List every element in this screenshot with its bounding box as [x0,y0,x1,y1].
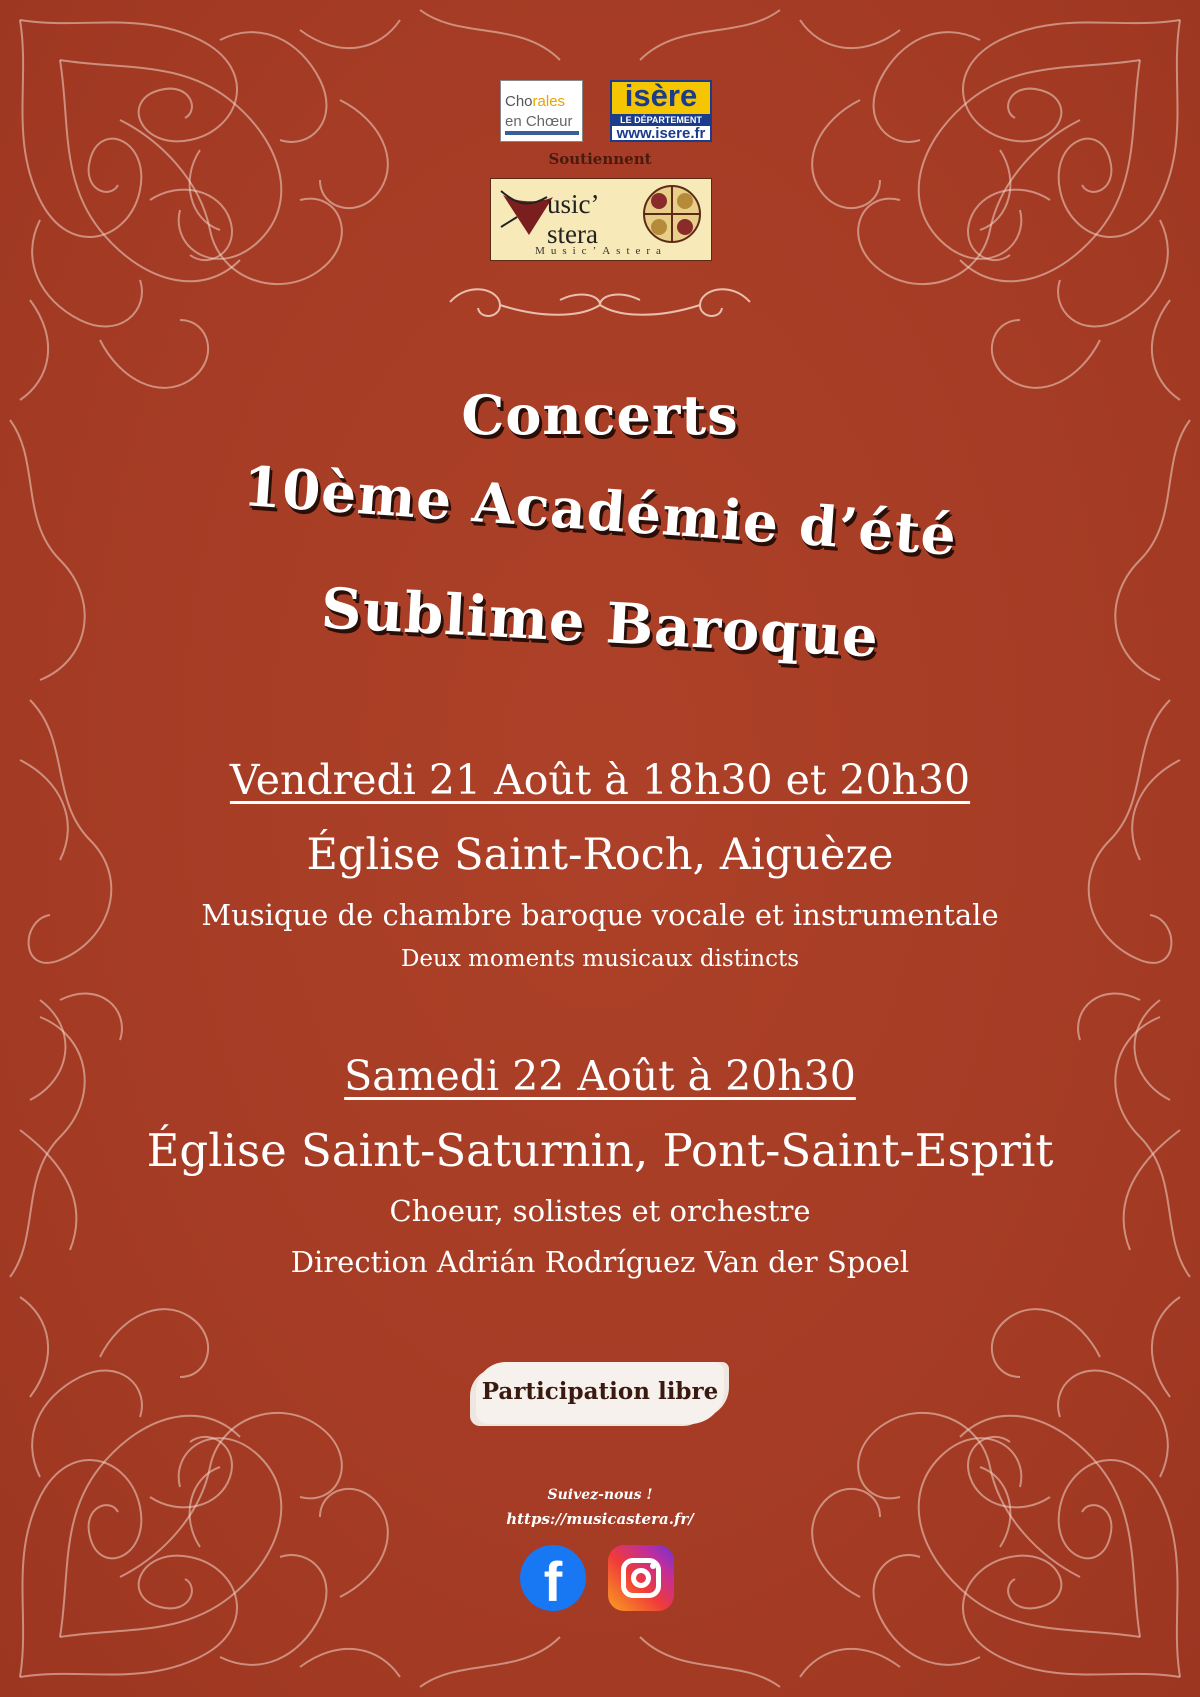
event-2-direction: Direction Adrián Rodríguez Van der Spoel [290,1245,910,1279]
event-2-venue: Église Saint-Saturnin, Pont-Saint-Esprit [146,1124,1054,1177]
quartet-emblem-icon [639,183,705,245]
event-1-subdescription: Deux moments musicaux distincts [400,946,800,972]
follow-us-label: Suivez-nous ! [547,1487,653,1503]
chorales-en-choeur-logo: Chorales en Chœur [500,80,583,142]
participation-badge [476,1362,724,1424]
music-astera-logo: usic’ stera Music’Astera [490,178,712,261]
facebook-icon[interactable]: f [520,1545,586,1611]
isere-logo: isère LE DÉPARTEMENT www.isere.fr [610,80,712,142]
event-1-venue: Église Saint-Roch, Aiguèze [306,830,894,880]
website-link[interactable]: https://musicastera.fr/ [506,1510,694,1528]
title-line-1: Concerts [461,383,739,447]
event-1-date: Vendredi 21 Août à 18h30 et 20h30 [229,756,971,804]
title-line-2: 10ème Académie d’été [240,453,960,568]
instagram-icon[interactable] [608,1545,674,1611]
event-2-description: Choeur, solistes et orchestre [389,1194,811,1228]
support-label: Soutiennent [548,150,652,168]
title-line-3: Sublime Baroque [319,575,881,671]
event-1-description: Musique de chambre baroque vocale et instrumentale [201,898,999,932]
participation-label: Participation libre [481,1378,719,1405]
event-2-date: Samedi 22 Août à 20h30 [344,1052,856,1100]
